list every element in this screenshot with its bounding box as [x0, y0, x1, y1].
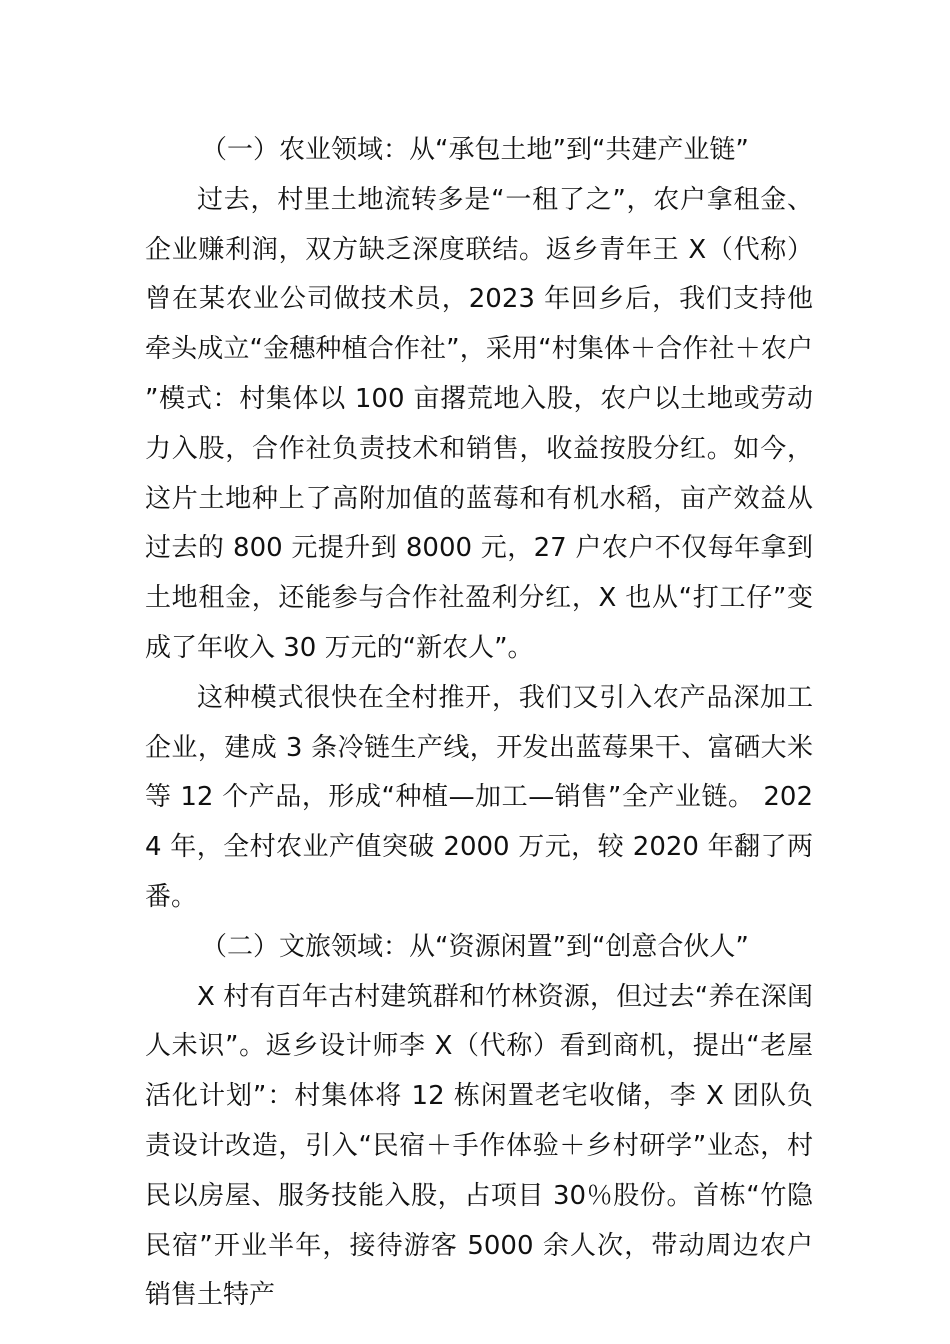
document-body [145, 126, 813, 1321]
paragraph-old-house-revival: X 村有百年古村建筑群和竹林资源，但过去“养在深闺人未识”。返乡设计师李 X（代称）看到商机，提出“老屋活化计划”：村集体将 12 栋闲置老宅收储，李 X 团队负责设计改造，引入“民宿＋手作体验＋乡村研学”业态，村民以房屋、服务技能入股，占项目 30％股份。首栋“竹隐民宿”开业半年，接待游客 5000 余人次，带动周边农户销售土特产 [145, 981, 813, 1311]
paragraph-industry-chain: 这种模式很快在全村推开，我们又引入农产品深加工企业，建成 3 条冷链生产线，开发出蓝莓果干、富硒大米等 12 个产品，形成“种植—加工—销售”全产业链。 2024 年，全村农业产值突破 2000 万元，较 2020 年翻了两番。 [145, 682, 813, 912]
paragraph-cooperative-model: 过去，村里土地流转多是“一租了之”，农户拿租金、企业赚利润，双方缺乏深度联结。返乡青年王 X（代称）曾在某农业公司做技术员，2023 年回乡后，我们支持他牵头成立“金穗种植合作社”，采用“村集体＋合作社＋农户”模式：村集体以 100 亩撂荒地入股，农户以土地或劳动力入股，合作社负责技术和销售，收益按股分红。如今，这片土地种上了高附加值的蓝莓和有机水稻，亩产效益从过去的 800 元提升到 8000 元，27 户农户不仅每年拿到土地租金，还能参与合作社盈利分红，X 也从“打工仔”变成了年收入 30 万元的“新农人”。 [145, 184, 813, 663]
section-heading-agriculture: （一）农业领域：从“承包土地”到“共建产业链” [201, 135, 749, 165]
section-heading-tourism: （二）文旅领域：从“资源闲置”到“创意合伙人” [201, 931, 749, 962]
